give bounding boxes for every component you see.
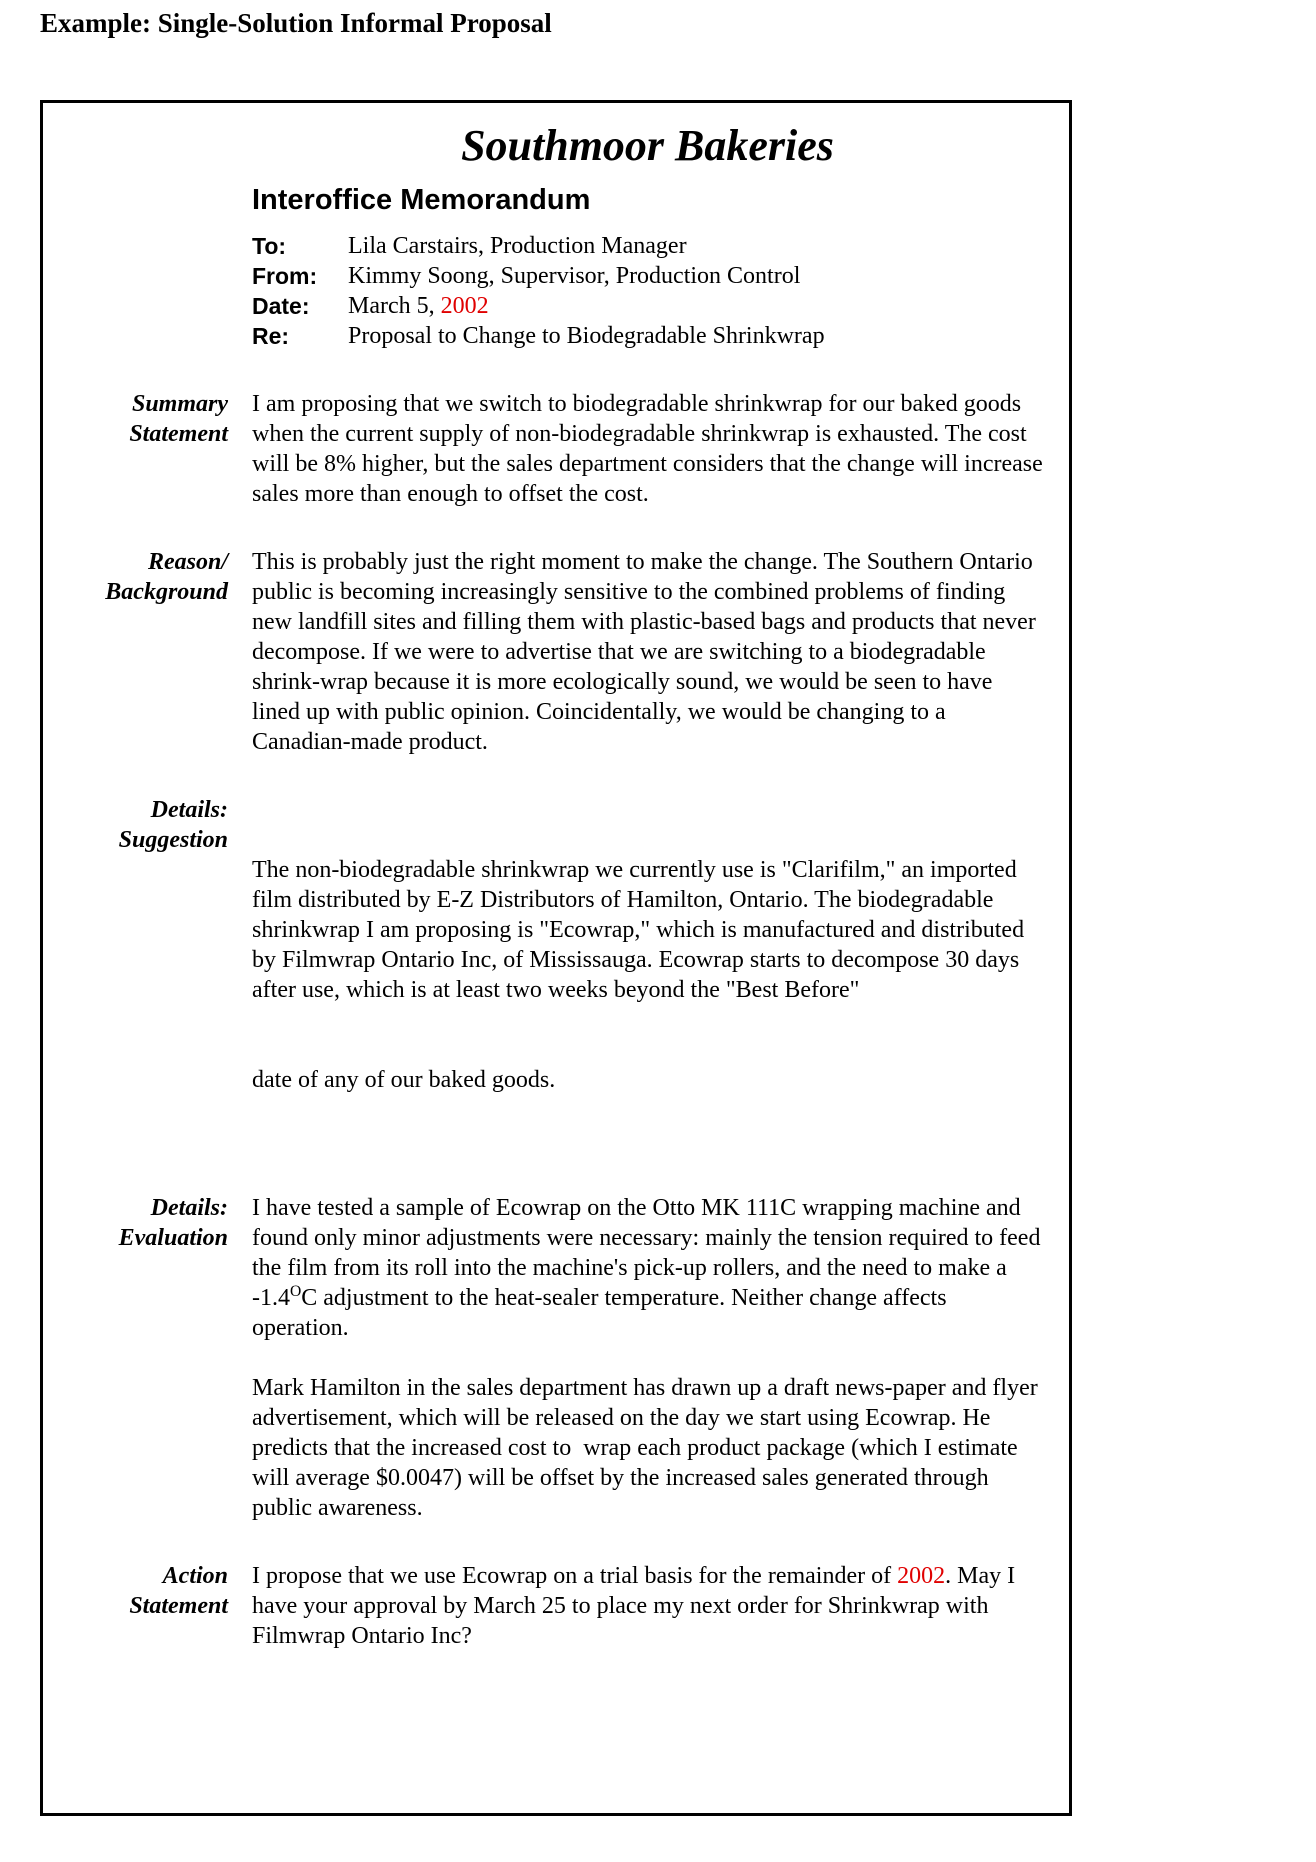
memo-fields	[252, 231, 1043, 351]
memo-header-row	[43, 121, 1069, 351]
section-label-line1: Details:	[150, 1195, 228, 1221]
section-reason-background	[43, 547, 1069, 757]
memo-field-from	[252, 261, 1043, 291]
memo-doc-type: Interoffice Memorandum	[252, 184, 591, 216]
memo-field-date-text: March 5,	[348, 293, 441, 319]
paragraph-line1: The non-biodegradable shrinkwrap we currently use is "Clarifilm," an imported film distributed by E-Z Distributors of Hamilton, Ontario. The biodegradable shrinkwrap I am proposing is "Ecowrap," which is manufactured and distributed by Filmwrap Ontario Inc, of Mississauga. Ecowrap starts to decompose 30 days after use, which is at least two weeks beyond the "Best Before"	[252, 857, 1031, 1003]
memo-field-to-value: Lila Carstairs, Production Manager	[348, 233, 687, 259]
paragraph: Mark Hamilton in the sales department has drawn up a draft news-paper and flyer advertisement, which will be released on the day we start using Ecowrap. He predicts that the increased cost to wrap each product package (which I estimate will average $0.0047) will be offset by the increased sales generated through public awareness.	[252, 1375, 1044, 1521]
section-reason-background-body	[252, 547, 1043, 757]
section-details-suggestion-label	[43, 795, 228, 1155]
section-label-line2: Evaluation	[118, 1225, 228, 1251]
paragraph: I am proposing that we switch to biodegradable shrinkwrap for our baked goods when the current supply of non-biodegradable shrinkwrap is exhausted. The cost will be 8% higher, but the sales department considers that the change will increase sales more than enough to offset the cost.	[252, 391, 1049, 507]
paragraph	[252, 1193, 1047, 1343]
memo-field-date-value	[348, 291, 489, 321]
section-details-evaluation-body	[252, 1193, 1047, 1523]
section-details-suggestion-body	[252, 795, 1043, 1155]
paragraph-text-before-sup: I have tested a sample of Ecowrap on the Otto MK 111C wrapping machine and found only minor adjustments were necessary: mainly the tension required to feed the film from its roll into the machine's pick-up rollers, and the need to make a -1.4	[252, 1195, 1047, 1311]
paragraph	[252, 1561, 1043, 1651]
paragraph: This is probably just the right moment to make the change. The Southern Ontario public is becoming increasingly sensitive to the combined problems of finding new landfill sites and filling them with plastic-based bags and products that never decompose. If we were to advertise that we are switching to a biodegradable shrink-wrap because it is more ecologically sound, we would be seen to have lined up with public opinion. Coincidentally, we would be changing to a Canadian-made product.	[252, 549, 1042, 755]
label-column-spacer	[43, 121, 228, 351]
paragraph-line2: date of any of our baked goods.	[252, 1067, 556, 1093]
section-details-suggestion	[43, 795, 1069, 1155]
page-title: Example: Single-Solution Informal Proposal	[40, 8, 552, 38]
section-action-statement	[43, 1561, 1069, 1651]
section-label-line2: Statement	[129, 421, 228, 447]
paragraph-text-after-year: . May I have your approval by March 25 to place my next order for Shrinkwrap with Filmwrap Ontario Inc?	[252, 1563, 1022, 1649]
section-label-line2: Statement	[129, 1593, 228, 1619]
memo-field-re-value: Proposal to Change to Biodegradable Shrinkwrap	[348, 323, 825, 349]
section-label-line1: Action	[162, 1563, 228, 1589]
section-action-statement-body	[252, 1561, 1043, 1651]
memo-field-from-label: From:	[252, 263, 318, 289]
superscript-degree: O	[290, 1283, 302, 1300]
section-label-line2: Background	[105, 579, 228, 605]
section-summary-statement	[43, 389, 1069, 509]
section-label-line2: Suggestion	[118, 827, 228, 853]
memo-field-re	[252, 321, 1043, 351]
memo-field-date-year: 2002	[440, 293, 489, 319]
section-label-line1: Summary	[131, 391, 228, 417]
section-label-line1: Reason/	[147, 549, 228, 575]
paragraph-text-before-year: I propose that we use Ecowrap on a trial basis for the remainder of	[252, 1563, 898, 1589]
highlighted-year: 2002	[897, 1563, 946, 1589]
section-label-line1: Details:	[150, 797, 228, 823]
paragraph	[252, 795, 1043, 1155]
section-summary-statement-body	[252, 389, 1049, 509]
company-title: Southmoor Bakeries	[461, 121, 834, 170]
section-details-evaluation-label	[43, 1193, 228, 1523]
memo-document	[40, 100, 1072, 1816]
memo-field-re-label: Re:	[252, 323, 290, 349]
memo-field-to	[252, 231, 1043, 261]
section-action-statement-label	[43, 1561, 228, 1651]
section-details-evaluation	[43, 1193, 1069, 1523]
memo-field-to-label: To:	[252, 233, 287, 259]
memo-field-date-label: Date:	[252, 293, 310, 319]
memo-field-from-value: Kimmy Soong, Supervisor, Production Control	[348, 263, 801, 289]
section-summary-statement-label	[43, 389, 228, 509]
section-reason-background-label	[43, 547, 228, 757]
memo-field-date	[252, 291, 1043, 321]
paragraph-text-after-sup: C adjustment to the heat-sealer temperature. Neither change affects operation.	[252, 1285, 953, 1341]
